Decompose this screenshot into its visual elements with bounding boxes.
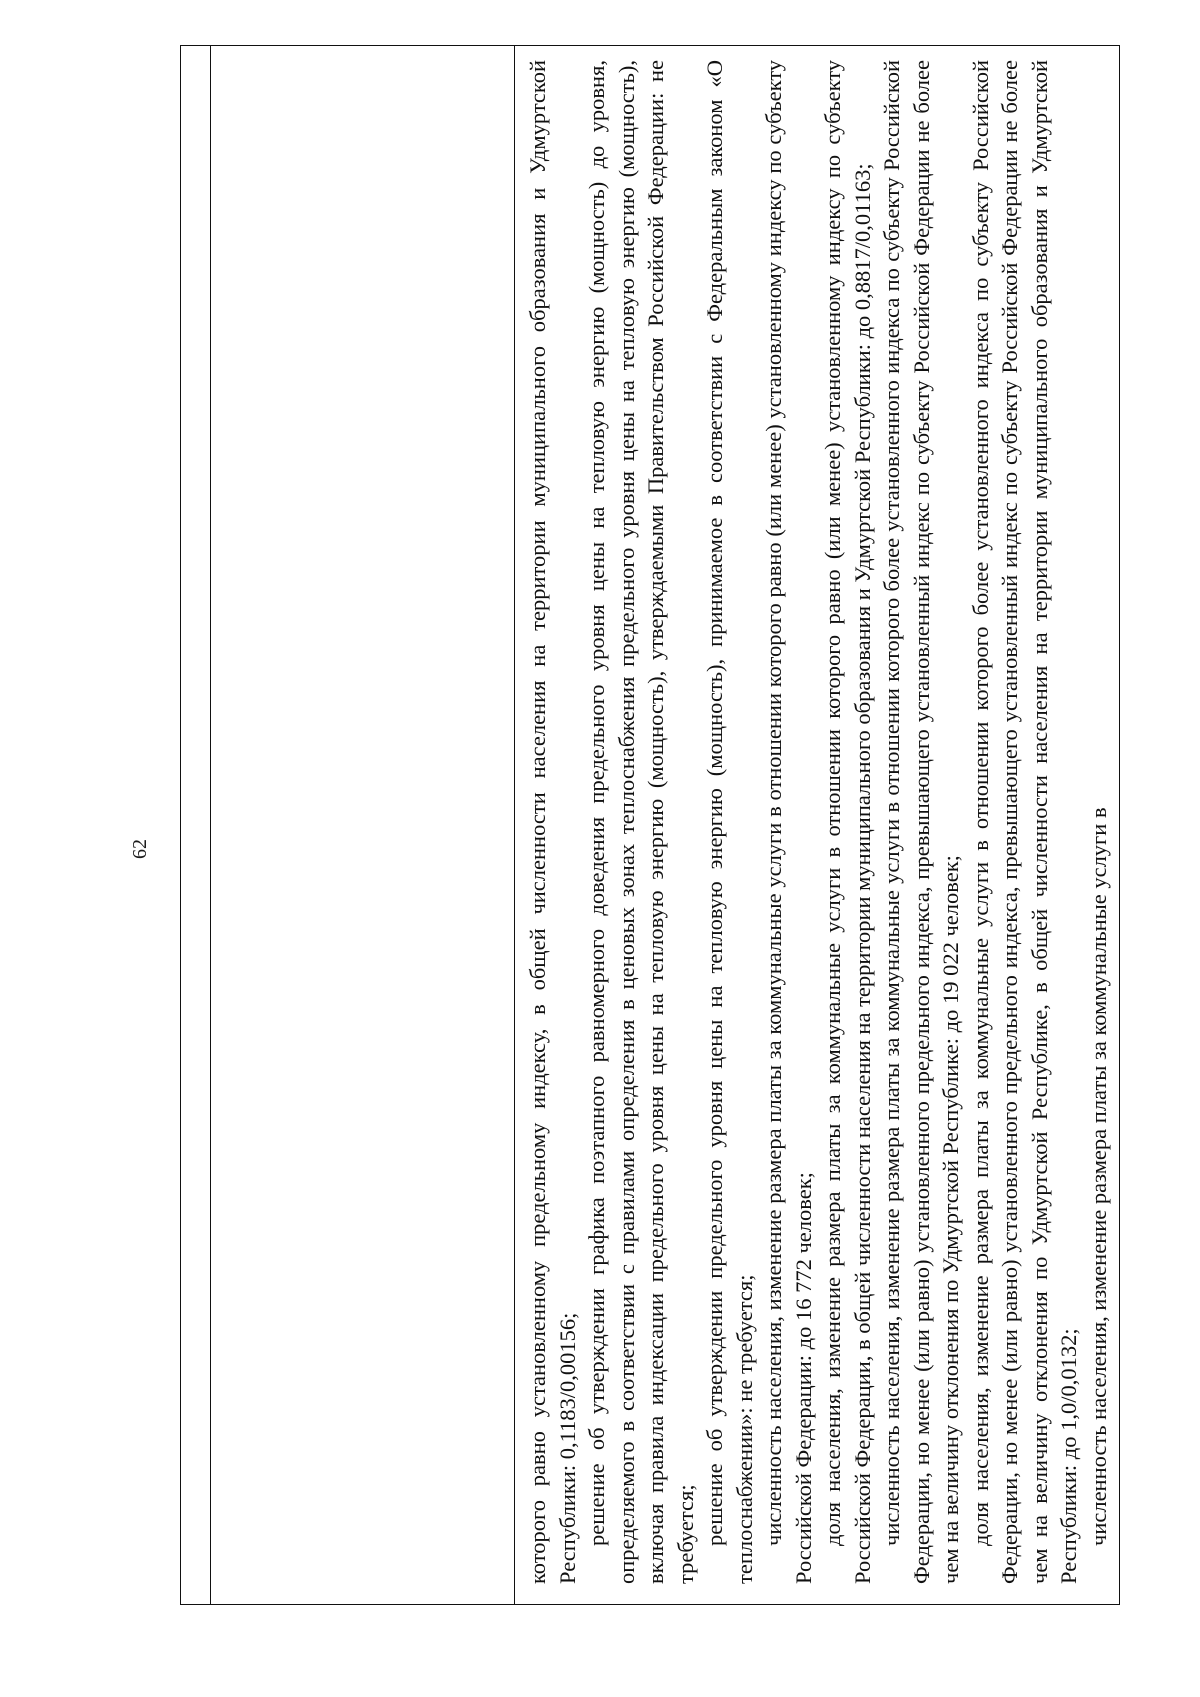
paragraph: доля населения, изменение размера платы за коммунальные услуги в отношении которого более установленного индекса по субъекту Российской Федерации, но менее (или равно) установленного предельного индекса, превышающего установленный индекс по субъекту Российской Федерации не более чем на величину отклонения по Удмуртской Республике, в общей численности населения на территории муниципального образования и Удмуртской Республики: до 1,0/0,0132;: [967, 60, 1081, 1584]
paragraph: доля населения, изменение размера платы за коммунальные услуги в отношении которого равно (или менее) установленному индексу по субъекту Российской Федерации, в общей численности населения на территории муниципального образования и Удмуртской Республики: до 0,8817/0,01163;: [820, 60, 875, 1584]
paragraph: численность населения, изменение размера платы за коммунальные услуги в отношении которого более установленного индекса по субъекту Российской Федерации, но менее (или равно) установленного предельного индекса, превышающего установленный индекс по субъекту Российской Федерации не более чем на величину отклонения по Удмуртской Республике: до 19 022 человек;: [879, 60, 963, 1584]
paragraph: которого равно установленному предельному индексу, в общей численности населения на территории муниципального образования и Удмуртской Республики: 0,1183/0,00156;: [525, 60, 580, 1584]
rotated-table-wrapper: [180, 45, 1120, 1605]
table-text-column: [515, 46, 1119, 1604]
paragraph: решение об утверждении графика поэтапного равномерного доведения предельного уровня цены на тепловую энергию (мощность) до уровня, определяемого в соответствии с правилами определения в ценовых зонах теплоснабжения предельного уровня цены на тепловую энергию (мощность), включая правила индексации предельного уровня цены на тепловую энергию (мощность), утверждаемыми Правительством Российской Федерации: не требуется;: [584, 60, 698, 1584]
paragraph: численность населения, изменение размера платы за коммунальные услуги в: [1085, 807, 1111, 1546]
paragraph: решение об утверждении предельного уровня цены на тепловую энергию (мощность), принимаемое в соответствии с Федеральным законом «О теплоснабжении»: не требуется;: [702, 60, 757, 1584]
page-number: 62: [129, 839, 151, 859]
table-empty-column-1: [181, 46, 211, 1604]
document-table: [180, 45, 1120, 1605]
table-empty-column-2: [211, 46, 515, 1604]
paragraph: численность населения, изменение размера платы за коммунальные услуги в отношении которого равно (или менее) установленному индексу по субъекту Российской Федерации: до 16 772 человек;: [761, 60, 816, 1584]
